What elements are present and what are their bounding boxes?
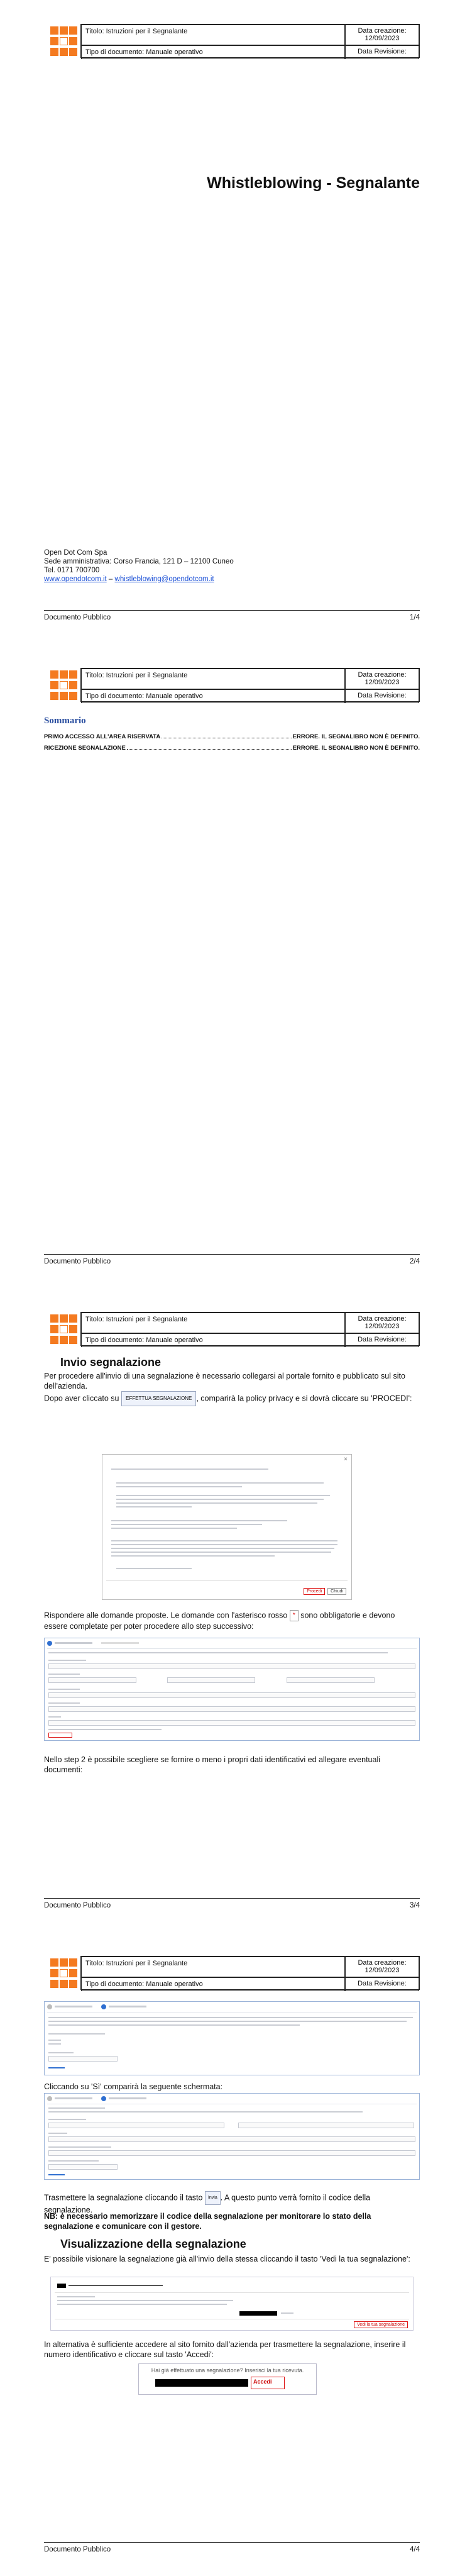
chiudi-button[interactable]: Chiudi xyxy=(327,1588,346,1595)
step2-screenshot xyxy=(44,2001,420,2075)
company-tel: Tel. 0171 700700 xyxy=(44,567,100,574)
note-paragraph: NB: è necessario memorizzare il codice della segnalazione per monitorare lo stato della segnalazione e comunicare con il gestore. xyxy=(44,2212,371,2231)
email-link[interactable]: whistleblowing@opendotcom.it xyxy=(114,575,214,583)
page-2 xyxy=(0,644,455,1288)
questions-form-screenshot xyxy=(44,1638,420,1741)
header-creation: Data creazione: 12/09/2023 xyxy=(345,669,419,689)
header-revision: Data Revisione: xyxy=(345,1977,419,1991)
footer: Documento Pubblico 4/4 xyxy=(44,2542,420,2553)
company-name: Open Dot Com Spa xyxy=(44,549,107,557)
header-creation: Data creazione: 12/09/2023 xyxy=(345,1957,419,1977)
document-header-table xyxy=(80,1312,420,1346)
opendotcom-logo xyxy=(50,1958,78,1991)
header-creation: Data creazione: 12/09/2023 xyxy=(345,25,419,45)
receipt-code-input[interactable] xyxy=(155,2379,248,2387)
paragraph: Per procedere all'invio di una segnalazione è necessario collegarsi al portale fornito e pubblicato sul sito dell'azienda. xyxy=(44,1372,405,1391)
company-address: Sede amministrativa: Corso Francia, 121 D – 12100 Cuneo xyxy=(44,558,234,565)
opendotcom-logo xyxy=(50,670,78,703)
privacy-policy-screenshot xyxy=(102,1454,352,1600)
toc-item[interactable]: PRIMO ACCESSO ALL'AREA RISERVATA ERRORE. IL SEGNALIBRO NON È DEFINITO. xyxy=(44,733,420,740)
header-doctype: Tipo di documento: Manuale operativo xyxy=(81,45,345,59)
vedi-segnalazione-button[interactable]: Vedi la tua segnalazione xyxy=(354,2321,408,2328)
procedi-button[interactable]: Procedi xyxy=(304,1588,325,1595)
page-1 xyxy=(0,0,455,644)
paragraph: Rispondere alle domande proposte. Le domande con l'asterisco rosso * sono obbligatorie e devono essere completate per poter procedere allo step successivo: xyxy=(44,1611,395,1631)
identity-form-screenshot xyxy=(44,2093,420,2180)
page-3 xyxy=(0,1288,455,1932)
document-header-table xyxy=(80,668,420,702)
website-link[interactable]: www.opendotcom.it xyxy=(44,575,107,583)
toc-heading: Sommario xyxy=(44,716,86,726)
header-doctype: Tipo di documento: Manuale operativo xyxy=(81,1333,345,1347)
effettua-segnalazione-button[interactable]: EFFETTUA SEGNALAZIONE xyxy=(121,1391,196,1406)
header-revision: Data Revisione: xyxy=(345,689,419,703)
paragraph: In alternativa è sufficiente accedere al sito fornito dall'azienda per trasmettere la segnalazione, inserire il numero identificativo e cliccare sul tasto 'Accedi': xyxy=(44,2340,406,2359)
footer: Documento Pubblico 3/4 xyxy=(44,1898,420,1909)
header-doctype: Tipo di documento: Manuale operativo xyxy=(81,1977,345,1991)
footer: Documento Pubblico 1/4 xyxy=(44,610,420,621)
header-title: Titolo: Istruzioni per il Segnalante xyxy=(81,1313,345,1333)
header-revision: Data Revisione: xyxy=(345,45,419,59)
document-header-table xyxy=(80,24,420,58)
opendotcom-logo xyxy=(50,26,78,59)
receipt-login-screenshot xyxy=(138,2363,317,2395)
page-4 xyxy=(0,1932,455,2576)
login-prompt: Hai già effettuato una segnalazione? Inserisci la tua ricevuta. xyxy=(151,2367,304,2373)
paragraph: Trasmettere la segnalazione cliccando il tasto Invia . A questo punto verrà fornito il codice della segnalazione. xyxy=(44,2191,420,2215)
opendotcom-logo xyxy=(50,1314,78,1347)
accedi-button[interactable]: Accedi xyxy=(253,2379,272,2385)
header-title: Titolo: Istruzioni per il Segnalante xyxy=(81,1957,345,1977)
document-header-table xyxy=(80,1956,420,1990)
header-title: Titolo: Istruzioni per il Segnalante xyxy=(81,669,345,689)
invia-button[interactable]: Invia xyxy=(205,2191,221,2205)
section-heading-visualizzazione: Visualizzazione della segnalazione xyxy=(60,2238,246,2250)
header-creation: Data creazione: 12/09/2023 xyxy=(345,1313,419,1333)
header-title: Titolo: Istruzioni per il Segnalante xyxy=(81,25,345,45)
footer: Documento Pubblico 2/4 xyxy=(44,1254,420,1265)
paragraph: E' possibile visionare la segnalazione già all'invio della stessa cliccando il tasto 'Vedi la tua segnalazione': xyxy=(44,2255,410,2263)
paragraph: Nello step 2 è possibile scegliere se fornire o meno i propri dati identificativi ed allegare eventuali documenti: xyxy=(44,1755,381,1774)
section-heading-invio: Invio segnalazione xyxy=(60,1356,162,1368)
header-revision: Data Revisione: xyxy=(345,1333,419,1347)
receipt-screenshot xyxy=(50,2277,414,2331)
paragraph: Cliccando su 'Sì' comparirà la seguente schermata: xyxy=(44,2082,223,2091)
header-doctype: Tipo di documento: Manuale operativo xyxy=(81,689,345,703)
company-info: Open Dot Com Spa Sede amministrativa: Corso Francia, 121 D – 12100 Cuneo Tel. 0171 700700 www.opendotcom.it – whistleblowing@opendotcom.it xyxy=(44,549,234,583)
toc-item[interactable]: RICEZIONE SEGNALAZIONE ERRORE. IL SEGNALIBRO NON È DEFINITO. xyxy=(44,745,420,752)
close-icon[interactable]: × xyxy=(344,1456,348,1463)
required-asterisk-icon: * xyxy=(290,1610,299,1621)
cover-title: Whistleblowing - Segnalante xyxy=(207,174,420,192)
paragraph: Dopo aver cliccato su EFFETTUA SEGNALAZIONE , comparirà la policy privacy e si dovrà cliccare su 'PROCEDI': xyxy=(44,1391,420,1406)
